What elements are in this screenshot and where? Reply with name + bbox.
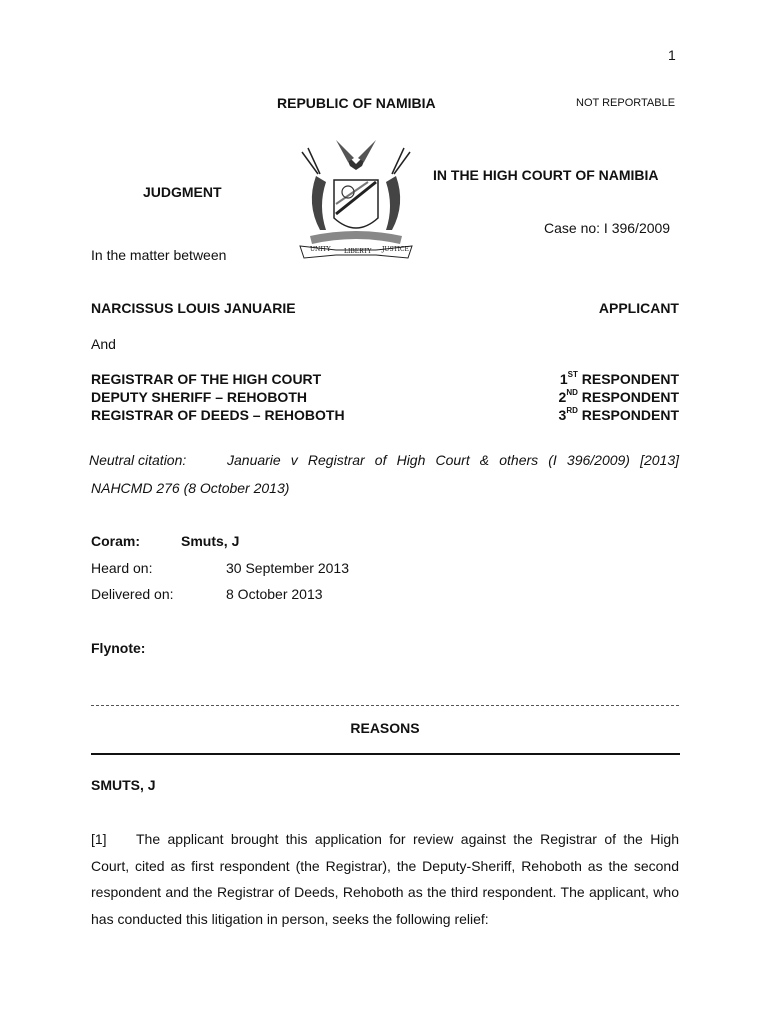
respondent-role <box>559 389 679 405</box>
flynote-label: Flynote: <box>91 640 146 656</box>
country-title: REPUBLIC OF NAMIBIA <box>277 95 436 111</box>
reportable-label: NOT REPORTABLE <box>576 97 676 109</box>
respondent-role-label: RESPONDENT <box>581 407 679 423</box>
dashed-divider <box>91 705 679 706</box>
coat-of-arms-icon <box>296 134 416 262</box>
respondent-role-label: RESPONDENT <box>581 389 679 405</box>
respondent-ordinal: 2 <box>558 389 567 405</box>
citation-line-1: Januarie v Registrar of High Court & others (I 396/2009) [2013] <box>227 452 679 468</box>
coram-value: Smuts, J <box>181 533 240 549</box>
citation-line-2: NAHCMD 276 (8 October 2013) <box>91 480 290 496</box>
citation-label: Neutral citation: <box>89 452 187 468</box>
heard-label: Heard on: <box>91 560 153 576</box>
delivered-date: 8 October 2013 <box>226 586 323 602</box>
paragraph-number: [1] <box>91 831 107 847</box>
respondent-ordinal: 1 <box>559 371 568 387</box>
judgment-label: JUDGMENT <box>143 184 222 200</box>
page-number: 1 <box>668 47 676 63</box>
respondent-name: REGISTRAR OF THE HIGH COURT <box>91 371 322 387</box>
respondent-role <box>559 407 679 423</box>
respondent-name: REGISTRAR OF DEEDS – REHOBOTH <box>91 407 345 423</box>
solid-divider <box>91 753 680 755</box>
respondent-ordinal: 3 <box>558 407 567 423</box>
motto-left: UNITY <box>310 246 331 253</box>
coat-of-arms-emblem <box>296 134 416 262</box>
and-label: And <box>91 336 116 352</box>
paragraph-text: The applicant brought this application for review against the Registrar of the High Court, cited as first respondent (the Registrar), the Deputy-Sheriff, Rehoboth as the second respondent and the Registrar of Deeds, Rehoboth as the third respondent. The applicant, who has conducted this litigation in person, seeks the following relief: <box>91 831 679 927</box>
reasons-heading: REASONS <box>350 720 420 736</box>
case-number: Case no: I 396/2009 <box>544 220 671 236</box>
respondent-ordinal-suffix: ND <box>566 388 578 397</box>
respondent-role <box>560 371 679 387</box>
heard-date: 30 September 2013 <box>226 560 349 576</box>
paragraph-1 <box>91 826 679 932</box>
respondent-ordinal-suffix: RD <box>566 406 578 415</box>
delivered-label: Delivered on: <box>91 586 174 602</box>
judge-name: SMUTS, J <box>91 777 156 793</box>
applicant-name: NARCISSUS LOUIS JANUARIE <box>91 300 296 316</box>
matter-between: In the matter between <box>91 247 227 263</box>
motto-right: JUSTICE <box>382 246 409 253</box>
coram-label: Coram: <box>91 533 141 549</box>
respondent-ordinal-suffix: ST <box>567 370 578 379</box>
applicant-role: APPLICANT <box>598 300 679 316</box>
respondent-role-label: RESPONDENT <box>581 371 679 387</box>
court-title: IN THE HIGH COURT OF NAMIBIA <box>433 167 659 183</box>
respondent-name: DEPUTY SHERIFF – REHOBOTH <box>91 389 307 405</box>
motto-center: LIBERTY <box>344 248 372 255</box>
